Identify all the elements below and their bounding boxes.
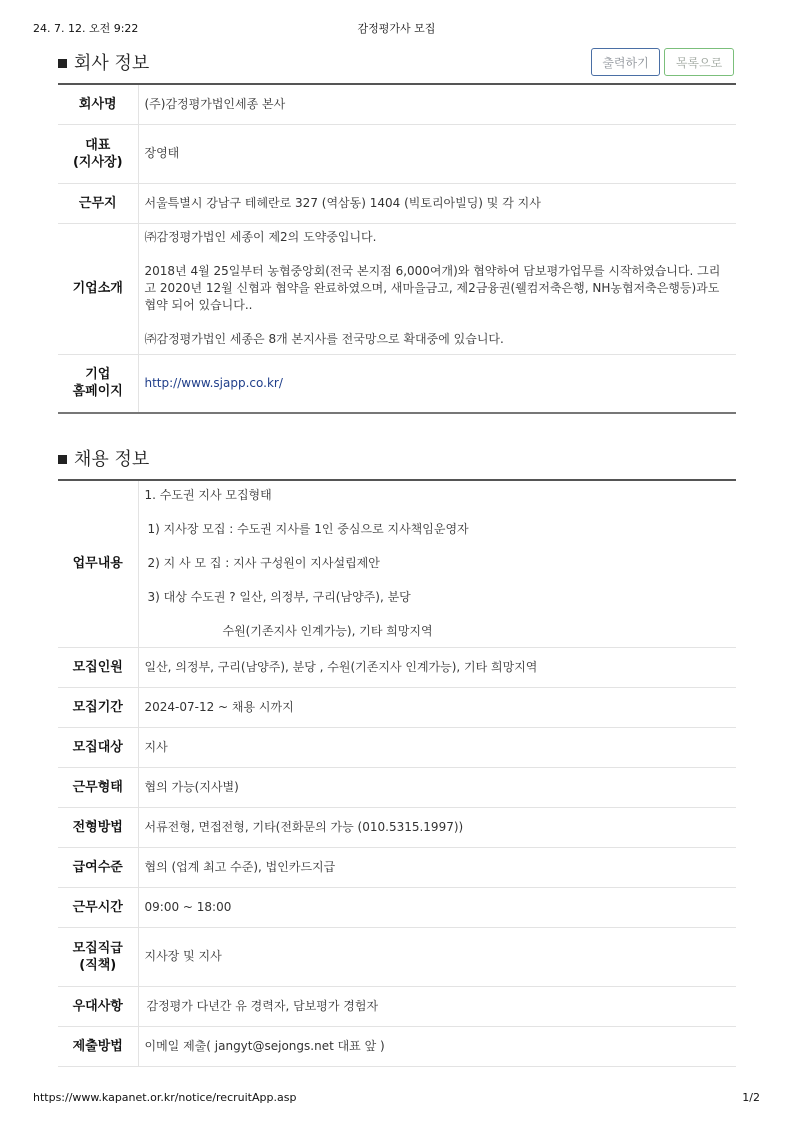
row-label-process: 전형방법 bbox=[58, 807, 138, 847]
page-url: https://www.kapanet.or.kr/notice/recruitApp.asp bbox=[33, 1091, 297, 1104]
table-row bbox=[58, 807, 736, 847]
print-date: 24. 7. 12. 오전 9:22 bbox=[33, 22, 139, 35]
square-bullet-icon bbox=[58, 455, 67, 464]
row-label-company-intro: 기업소개 bbox=[58, 223, 138, 354]
homepage-label-line2: 홈페이지 bbox=[72, 384, 123, 400]
ceo-label-line2: (지사장) bbox=[72, 154, 123, 170]
company-info-table bbox=[58, 85, 736, 412]
print-button[interactable]: 출력하기 bbox=[591, 48, 660, 76]
table-row bbox=[58, 727, 736, 767]
table-bottom-border bbox=[58, 412, 736, 414]
table-row bbox=[58, 85, 736, 124]
ceo-label-line1: 대표 bbox=[85, 137, 111, 153]
period-value: 2024-07-12 ~ 채용 시까지 bbox=[138, 687, 736, 727]
row-label-company-name: 회사명 bbox=[58, 85, 138, 124]
back-to-list-button[interactable]: 목록으로 bbox=[664, 48, 734, 76]
duties-line: 1) 지사장 모집 : 수도권 지사를 1인 중심으로 지사책임운영자 bbox=[147, 522, 469, 537]
table-row bbox=[58, 647, 736, 687]
table-row bbox=[58, 1026, 736, 1066]
row-label-work-type: 근무형태 bbox=[58, 767, 138, 807]
company-info-heading-text: 회사 정보 bbox=[74, 53, 150, 74]
location-value: 서울특별시 강남구 테헤란로 327 (역삼동) 1404 (빅토리아빌딩) 및 각 지사 bbox=[138, 183, 736, 223]
row-label-headcount: 모집인원 bbox=[58, 647, 138, 687]
recruit-info-table bbox=[58, 481, 736, 1066]
square-bullet-icon bbox=[58, 59, 67, 68]
row-label-hours: 근무시간 bbox=[58, 887, 138, 927]
table-row bbox=[58, 354, 736, 412]
table-row bbox=[58, 847, 736, 887]
headcount-value: 일산, 의정부, 구리(남양주), 분당 , 수원(기존지사 인계가능), 기타 희망지역 bbox=[138, 647, 736, 687]
page-number: 1/2 bbox=[742, 1091, 760, 1104]
position-label-line2: (직책) bbox=[79, 957, 117, 973]
table-row bbox=[58, 124, 736, 183]
duties-value bbox=[138, 481, 736, 647]
target-value: 지사 bbox=[138, 727, 736, 767]
table-row bbox=[58, 223, 736, 354]
intro-paragraph-2: 2018년 4월 25일부터 농협중앙회(전국 본지점 6,000여개)와 협약하여 담보평가업무를 시작하였습니다. 그리고 2020년 12월 신협과 협약을 완료하였으며, 새마을금고, 제2금융권(웰컴저축은행, NH농협저축은행등)과도 협약 되어 있습니다.. bbox=[144, 264, 721, 312]
row-label-position bbox=[58, 927, 138, 986]
intro-paragraph-1: ㈜감정평가법인 세종이 제2의 도약중입니다. bbox=[144, 230, 377, 244]
duties-line: 1. 수도권 지사 모집형태 bbox=[144, 488, 272, 503]
duties-line: 2) 지 사 모 집 : 지사 구성원이 지사설립제안 bbox=[147, 556, 380, 571]
ceo-value: 장영태 bbox=[138, 124, 736, 183]
duties-line: 수원(기존지사 인계가능), 기타 희망지역 bbox=[222, 624, 433, 639]
recruit-info-heading-text: 채용 정보 bbox=[74, 449, 150, 470]
preference-value: 감정평가 다년간 유 경력자, 담보평가 경험자 bbox=[138, 986, 736, 1026]
recruit-info-heading bbox=[58, 445, 149, 471]
submission-value: 이메일 제출( jangyt@sejongs.net 대표 앞 ) bbox=[138, 1026, 736, 1066]
hours-value: 09:00 ~ 18:00 bbox=[138, 887, 736, 927]
table-row bbox=[58, 887, 736, 927]
duties-line: 3) 대상 수도권 ? 일산, 의정부, 구리(남양주), 분당 bbox=[147, 590, 411, 605]
row-label-period: 모집기간 bbox=[58, 687, 138, 727]
work-type-value: 협의 가능(지사별) bbox=[138, 767, 736, 807]
table-row bbox=[58, 767, 736, 807]
homepage-cell bbox=[138, 354, 736, 412]
table-end-line bbox=[58, 1066, 736, 1067]
row-label-ceo bbox=[58, 124, 138, 183]
company-intro-value bbox=[138, 223, 736, 354]
position-value: 지사장 및 지사 bbox=[138, 927, 736, 986]
company-info-heading bbox=[58, 49, 149, 75]
row-label-duties: 업무내용 bbox=[58, 481, 138, 647]
print-title: 감정평가사 모집 bbox=[357, 22, 436, 35]
homepage-link[interactable]: http://www.sjapp.co.kr/ bbox=[144, 375, 283, 390]
salary-value: 협의 (업계 최고 수준), 법인카드지급 bbox=[138, 847, 736, 887]
homepage-label-line1: 기업 bbox=[85, 367, 111, 383]
intro-paragraph-3: ㈜감정평가법인 세종은 8개 본지사를 전국망으로 확대중에 있습니다. bbox=[144, 332, 504, 346]
row-label-location: 근무지 bbox=[58, 183, 138, 223]
table-row bbox=[58, 687, 736, 727]
position-label-line1: 모집직급 bbox=[72, 940, 123, 956]
row-label-submission: 제출방법 bbox=[72, 1038, 123, 1054]
table-row bbox=[58, 183, 736, 223]
table-row bbox=[58, 481, 736, 647]
print-footer bbox=[33, 1091, 760, 1107]
company-name-value: (주)감정평가법인세종 본사 bbox=[138, 85, 736, 124]
row-label-homepage bbox=[58, 354, 138, 412]
table-row bbox=[58, 986, 736, 1026]
row-label-salary: 급여수준 bbox=[58, 847, 138, 887]
process-value: 서류전형, 면접전형, 기타(전화문의 가능 (010.5315.1997)) bbox=[138, 807, 736, 847]
row-label-target: 모집대상 bbox=[58, 727, 138, 767]
table-row bbox=[58, 927, 736, 986]
print-header bbox=[33, 20, 760, 36]
row-label-preference: 우대사항 bbox=[58, 986, 138, 1026]
